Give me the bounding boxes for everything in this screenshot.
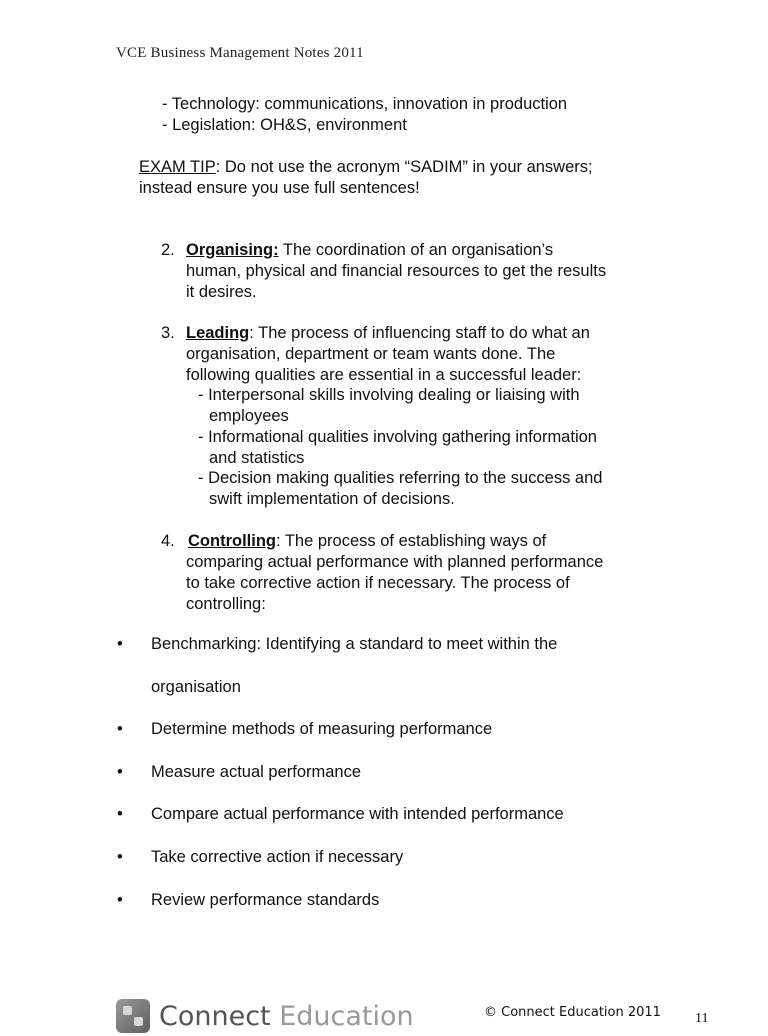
- bullet-5-symbol: •: [117, 848, 123, 866]
- item3-line3: following qualities are essential in a successful leader:: [186, 366, 582, 384]
- item4-line3: to take corrective action if necessary. The process of: [186, 574, 570, 592]
- item4-term: Controlling: [188, 532, 276, 550]
- exam-tip-line1: [139, 157, 593, 178]
- item2-number: 2.: [161, 241, 175, 259]
- item4-number: 4.: [161, 532, 175, 550]
- item4-line1: [188, 531, 546, 552]
- item4-line4: controlling:: [186, 595, 266, 613]
- item3-sub1-line1: - Interpersonal skills involving dealing or liaising with: [198, 386, 580, 404]
- bullet-2-text: Determine methods of measuring performance: [151, 720, 493, 738]
- item3-sub2-line2: and statistics: [209, 449, 305, 467]
- item4-line2: comparing actual performance with planned performance: [186, 553, 604, 571]
- item3-term: Leading: [186, 324, 250, 342]
- item3-number: 3.: [161, 324, 175, 342]
- bullet-6-text: Review performance standards: [151, 891, 380, 909]
- bullet-1-symbol: •: [117, 635, 123, 653]
- item2-text1: The coordination of an organisation’s: [278, 241, 554, 259]
- bullet-1-continuation: organisation: [151, 678, 241, 696]
- connect-education-logo-icon: [116, 999, 150, 1033]
- bullet-5-text: Take corrective action if necessary: [151, 848, 404, 866]
- logo-word-connect: Connect: [159, 1000, 271, 1032]
- page-number: 11: [695, 1011, 709, 1026]
- item3-sub3-line1: - Decision making qualities referring to the success and: [198, 469, 603, 487]
- footer-logo: [116, 996, 414, 1036]
- item2-line2: human, physical and financial resources to get the results: [186, 262, 607, 280]
- item3-sub2-line1: - Informational qualities involving gathering information: [198, 428, 597, 446]
- item3-sub1-line2: employees: [209, 407, 289, 425]
- bullet-3-symbol: •: [117, 763, 123, 781]
- bullet-6-symbol: •: [117, 891, 123, 909]
- line-legislation: - Legislation: OH&S, environment: [162, 116, 407, 134]
- item3-line2: organisation, department or team wants done. The: [186, 345, 556, 363]
- bullet-2-symbol: •: [117, 720, 123, 738]
- item2-term: Organising:: [186, 241, 279, 259]
- item3-line1: [186, 323, 590, 344]
- exam-tip-label: EXAM TIP: [139, 158, 216, 176]
- exam-tip-line2: instead ensure you use full sentences!: [139, 179, 420, 197]
- bullet-4-symbol: •: [117, 805, 123, 823]
- item2-line1: [186, 240, 553, 261]
- logo-word-education: Education: [279, 1000, 414, 1032]
- exam-tip-text1: : Do not use the acronym “SADIM” in your answers;: [215, 158, 593, 176]
- bullet-1-text: Benchmarking: Identifying a standard to meet within the: [151, 635, 558, 653]
- item4-text1: : The process of establishing ways of: [275, 532, 547, 550]
- item2-line3: it desires.: [186, 283, 257, 301]
- line-technology: - Technology: communications, innovation in production: [162, 95, 568, 113]
- item3-text1: : The process of influencing staff to do what an: [249, 324, 590, 342]
- bullet-4-text: Compare actual performance with intended performance: [151, 805, 564, 823]
- item3-sub3-line2: swift implementation of decisions.: [209, 490, 455, 508]
- bullet-3-text: Measure actual performance: [151, 763, 362, 781]
- logo-text: [159, 1001, 414, 1032]
- page-header: VCE Business Management Notes 2011: [116, 45, 364, 61]
- footer-copyright: © Connect Education 2011: [484, 1005, 661, 1020]
